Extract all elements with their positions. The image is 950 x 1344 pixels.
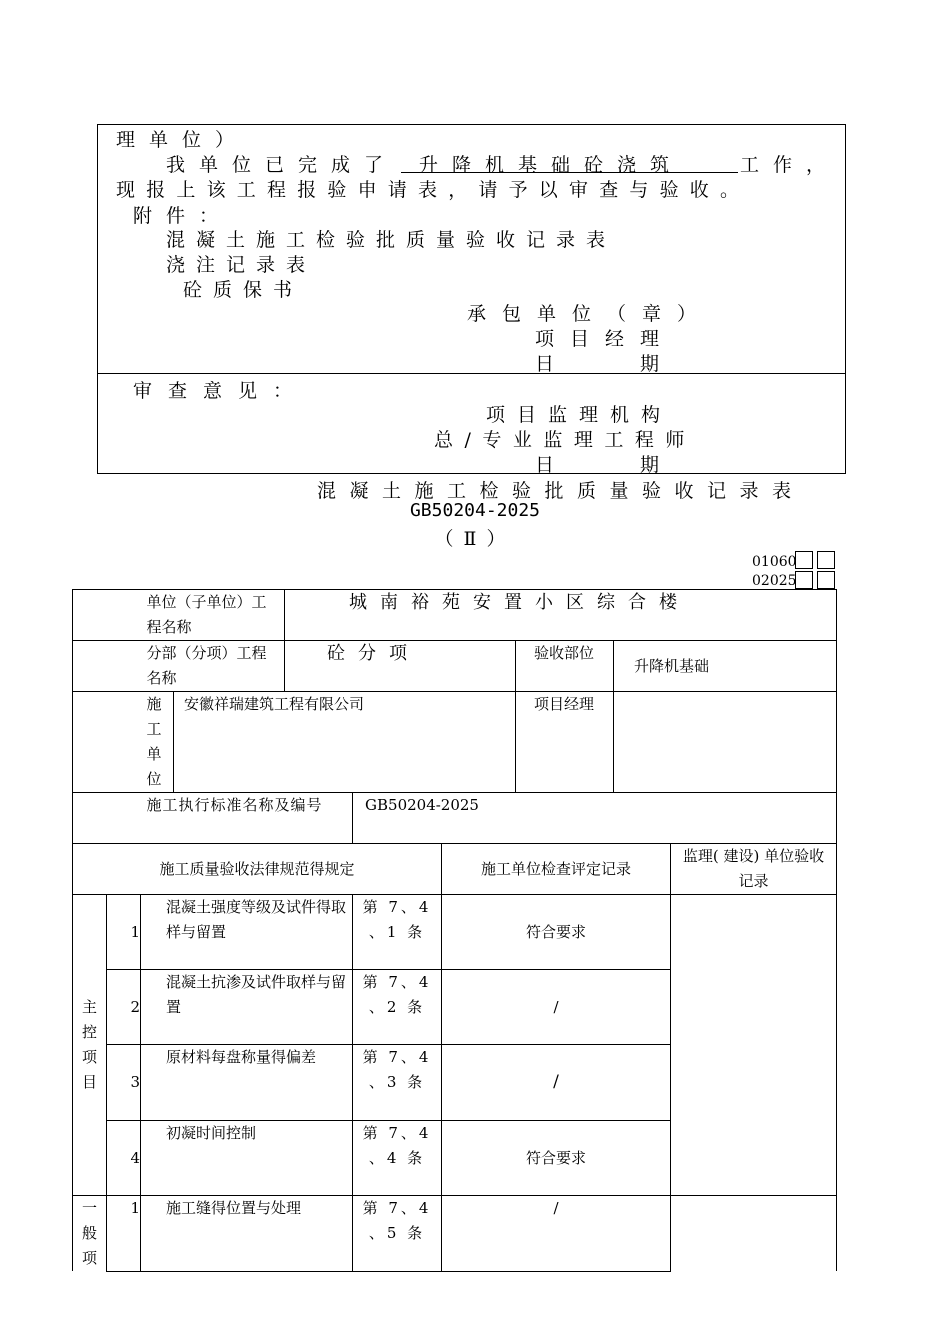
attachment-2: 浇注记录表 xyxy=(166,254,317,276)
item-no: 3 xyxy=(107,1045,141,1121)
attachment-1: 混凝土施工检验批质量验收记录表 xyxy=(166,229,617,251)
item-no: 1 xyxy=(107,895,141,970)
request-done-prefix: 我单位已完成了 xyxy=(166,154,398,176)
subproject-value: 砼分项 xyxy=(285,641,516,692)
std-value: GB50204-2025 xyxy=(353,793,837,844)
form-variant: （Ⅱ） xyxy=(434,528,516,550)
row-contractor xyxy=(73,692,837,793)
pm-label: 项目经理 xyxy=(516,692,614,793)
general-supervisor-record xyxy=(671,1196,837,1272)
main-group-label: 主控项目 xyxy=(73,895,107,1196)
item-no: 4 xyxy=(107,1121,141,1196)
attachment-3: 砼质保书 xyxy=(183,279,304,301)
project-name-label: 单位（子单位）工程名称 xyxy=(141,590,285,641)
project-manager-label: 项目经理 xyxy=(535,328,676,350)
contractor-seal: 承包单位（章） xyxy=(467,303,713,325)
item-desc: 混凝土抗渗及试件取样与留置 xyxy=(141,970,353,1045)
contractor-value: 安徽祥瑞建筑工程有限公司 xyxy=(174,692,516,793)
item-desc: 原材料每盘称量得偏差 xyxy=(141,1045,353,1121)
code-box-3 xyxy=(817,551,835,569)
col-contractor-check-header: 施工单位检查评定记录 xyxy=(442,844,671,895)
item-result: 符合要求 xyxy=(442,895,671,970)
request-report-line: 现报上该工程报验申请表，请予以审查与验收。 xyxy=(116,179,751,201)
col-supervisor-header: 监理( 建设) 单位验收记录 xyxy=(671,844,837,895)
item-clause: 第 7、4 、5 条 xyxy=(353,1196,442,1272)
item-result: 符合要求 xyxy=(442,1121,671,1196)
pm-value xyxy=(614,692,837,793)
subproject-label: 分部（分项）工程名称 xyxy=(141,641,285,692)
review-label: 审查意见： xyxy=(133,380,309,402)
item-result: / xyxy=(442,970,671,1045)
std-label: 施工执行标准名称及编号 xyxy=(141,793,353,844)
request-divider xyxy=(97,373,846,374)
item-clause: 第 7、4 、4 条 xyxy=(353,1121,442,1196)
code-box-2 xyxy=(795,571,813,589)
work-name: 升降机基础砼浇筑 xyxy=(419,154,684,176)
inspection-table xyxy=(72,589,837,1272)
request-done-work xyxy=(401,150,738,176)
item-clause: 第 7、4 、3 条 xyxy=(353,1045,442,1121)
request-date-label: 日 期 xyxy=(535,353,676,375)
code-box-4 xyxy=(817,571,835,589)
item-no: 1 xyxy=(107,1196,141,1272)
row-column-headers xyxy=(73,844,837,895)
form-standard: GB50204-2025 xyxy=(409,500,541,521)
row-standard xyxy=(73,793,837,844)
project-name-value: 城南裕苑安置小区综合楼 xyxy=(285,590,837,641)
table-row xyxy=(73,895,837,970)
general-group-label: 一般项 xyxy=(73,1196,107,1272)
request-line-top: 理单位） xyxy=(116,129,249,151)
item-desc: 初凝时间控制 xyxy=(141,1121,353,1196)
col-spec-header: 施工质量验收法律规范得规定 xyxy=(73,844,442,895)
item-clause: 第 7、4 、1 条 xyxy=(353,895,442,970)
item-result: / xyxy=(442,1045,671,1121)
item-clause: 第 7、4 、2 条 xyxy=(353,970,442,1045)
supervising-engineer: 总/专业监理工程师 xyxy=(434,429,696,451)
item-result: / xyxy=(442,1196,671,1272)
contractor-label: 施 工单位 xyxy=(141,692,174,793)
code-box-1 xyxy=(795,551,813,569)
form-title: 混凝土施工检验批质量验收记录表 xyxy=(317,480,805,502)
main-supervisor-record xyxy=(671,895,837,1196)
item-no: 2 xyxy=(107,970,141,1045)
supervision-org: 项目监理机构 xyxy=(486,404,673,426)
attachments-label: 附件： xyxy=(133,205,233,227)
table-row xyxy=(73,1196,837,1272)
row-project-name xyxy=(73,590,837,641)
item-desc: 施工缝得位置与处理 xyxy=(141,1196,353,1272)
row-subproject xyxy=(73,641,837,692)
request-done-suffix: 工作， xyxy=(740,154,840,176)
review-date-label: 日 期 xyxy=(535,454,676,476)
acceptance-part-value: 升降机基础 xyxy=(614,641,837,692)
acceptance-part-label: 验收部位 xyxy=(516,641,614,692)
item-desc: 混凝土强度等级及试件得取样与留置 xyxy=(141,895,353,970)
form-code-line1: 01060 xyxy=(752,554,797,570)
form-code-line2: 02025 xyxy=(752,573,797,589)
